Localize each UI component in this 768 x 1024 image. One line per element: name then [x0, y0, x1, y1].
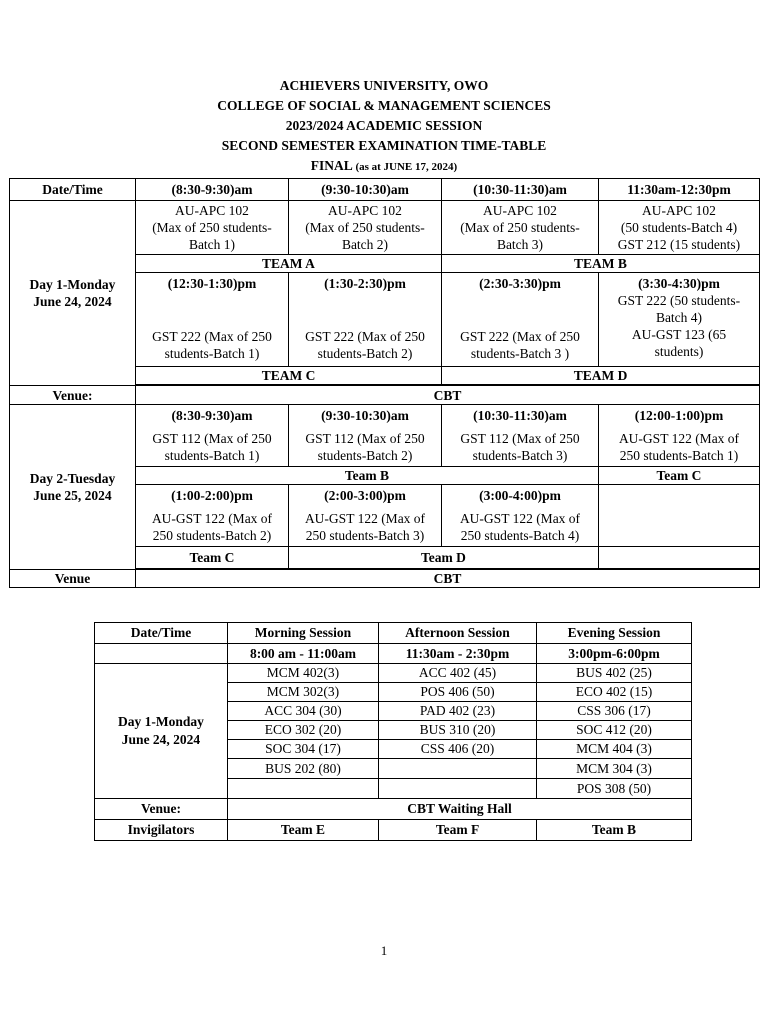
exam-cell: AU-APC 102 (Max of 250 students- Batch 1) [136, 201, 289, 255]
invigilator-team: Team E [228, 820, 379, 841]
course-cell: POS 308 (50) [537, 779, 692, 799]
exam-slot-cell: (2:30-3:30)pm GST 222 (Max of 250 students-Batch 3 ) [442, 273, 599, 367]
invigilator-team: Team F [379, 820, 537, 841]
team-cell: Team C [599, 467, 760, 485]
exam-cell: AU-APC 102 (Max of 250 students- Batch 3) [442, 201, 599, 255]
session-timetable [94, 622, 692, 841]
exam-slot-cell: (10:30-11:30)am GST 112 (Max of 250 students-Batch 3) [442, 405, 599, 467]
course-cell: ECO 302 (20) [228, 721, 379, 740]
datetime-header: Date/Time [10, 179, 136, 201]
page-number: 1 [380, 943, 388, 958]
exam-cell: AU-APC 102 (50 students-Batch 4) GST 212 (15 students) [599, 201, 760, 255]
day1-label [10, 201, 136, 386]
course-cell: ACC 304 (30) [228, 702, 379, 721]
empty-cell [95, 644, 228, 664]
document-header [0, 76, 768, 177]
team-cell: Team D [289, 547, 599, 569]
course-cell: BUS 310 (20) [379, 721, 537, 740]
exam-slot-cell: (12:00-1:00)pm AU-GST 122 (Max of 250 students-Batch 1) [599, 405, 760, 467]
course-cell: MCM 304 (3) [537, 759, 692, 779]
column-header: Afternoon Session [379, 623, 537, 644]
exam-slot-cell: (8:30-9:30)am GST 112 (Max of 250 students-Batch 1) [136, 405, 289, 467]
final-label: FINAL [310, 158, 353, 173]
course-cell: PAD 402 (23) [379, 702, 537, 721]
course-cell: CSS 306 (17) [537, 702, 692, 721]
venue-value: CBT Waiting Hall [228, 799, 692, 820]
exam-slot-cell: (2:00-3:00)pm AU-GST 122 (Max of 250 students-Batch 3) [289, 485, 442, 547]
column-header: Morning Session [228, 623, 379, 644]
exam-slot-cell: (3:30-4:30)pm GST 222 (50 students- Batch 4) AU-GST 123 (65 students) [599, 273, 760, 367]
course-cell: POS 406 (50) [379, 683, 537, 702]
course-cell: SOC 412 (20) [537, 721, 692, 740]
empty-cell [599, 547, 760, 569]
exam-slot-cell: (12:30-1:30)pm GST 222 (Max of 250 students-Batch 1) [136, 273, 289, 367]
academic-session: 2023/2024 ACADEMIC SESSION [285, 118, 483, 133]
team-cell: Team C [136, 547, 289, 569]
day1-name: Day 1-Monday [29, 277, 116, 292]
invigilators-label: Invigilators [95, 820, 228, 841]
course-cell: ECO 402 (15) [537, 683, 692, 702]
exam-timetable [9, 178, 760, 588]
course-cell: BUS 202 (80) [228, 759, 379, 779]
exam-slot-cell: (3:00-4:00)pm AU-GST 122 (Max of 250 students-Batch 4) [442, 485, 599, 547]
day1-slot: 11:30am-12:30pm [599, 179, 760, 201]
session-time: 3:00pm-6:00pm [537, 644, 692, 664]
venue-value: CBT [136, 570, 760, 588]
team-cell: TEAM D [442, 367, 760, 385]
team-cell: TEAM C [136, 367, 442, 385]
day1-date: June 24, 2024 [33, 294, 112, 309]
session-time: 8:00 am - 11:00am [228, 644, 379, 664]
team-cell: TEAM A [136, 255, 442, 273]
day1-slot: (9:30-10:30)am [289, 179, 442, 201]
exam-slot-cell: (1:30-2:30)pm GST 222 (Max of 250 students-Batch 2) [289, 273, 442, 367]
course-cell [379, 759, 537, 779]
day2-date: June 25, 2024 [33, 488, 112, 503]
team-cell: TEAM B [442, 255, 760, 273]
course-cell: ACC 402 (45) [379, 664, 537, 683]
venue-value: CBT [136, 386, 760, 405]
empty-cell [599, 485, 760, 547]
final-line [0, 156, 768, 177]
exam-slot-cell: (1:00-2:00)pm AU-GST 122 (Max of 250 students-Batch 2) [136, 485, 289, 547]
day1-slot: (10:30-11:30)am [442, 179, 599, 201]
final-date-note: (as at JUNE 17, 2024) [355, 161, 458, 173]
column-header: Date/Time [95, 623, 228, 644]
team-cell: Team B [136, 467, 599, 485]
course-cell: BUS 402 (25) [537, 664, 692, 683]
exam-slot-cell: (9:30-10:30)am GST 112 (Max of 250 students-Batch 2) [289, 405, 442, 467]
course-cell: MCM 404 (3) [537, 740, 692, 759]
venue-label: Venue [10, 570, 136, 588]
college-name: COLLEGE OF SOCIAL & MANAGEMENT SCIENCES [217, 98, 551, 113]
exam-cell: AU-APC 102 (Max of 250 students- Batch 2) [289, 201, 442, 255]
invigilator-team: Team B [537, 820, 692, 841]
column-header: Evening Session [537, 623, 692, 644]
session-time: 11:30am - 2:30pm [379, 644, 537, 664]
course-cell [379, 779, 537, 799]
venue-label: Venue: [10, 386, 136, 405]
course-cell: CSS 406 (20) [379, 740, 537, 759]
venue-label: Venue: [95, 799, 228, 820]
day2-name: Day 2-Tuesday [29, 471, 116, 486]
course-cell [228, 779, 379, 799]
course-cell: SOC 304 (17) [228, 740, 379, 759]
course-cell: MCM 402(3) [228, 664, 379, 683]
day1-label: Day 1-Monday June 24, 2024 [95, 664, 228, 799]
course-cell: MCM 302(3) [228, 683, 379, 702]
document-title: SECOND SEMESTER EXAMINATION TIME-TABLE [221, 138, 547, 153]
university-name: ACHIEVERS UNIVERSITY, OWO [279, 78, 489, 93]
day1-slot: (8:30-9:30)am [136, 179, 289, 201]
day2-label [10, 405, 136, 570]
